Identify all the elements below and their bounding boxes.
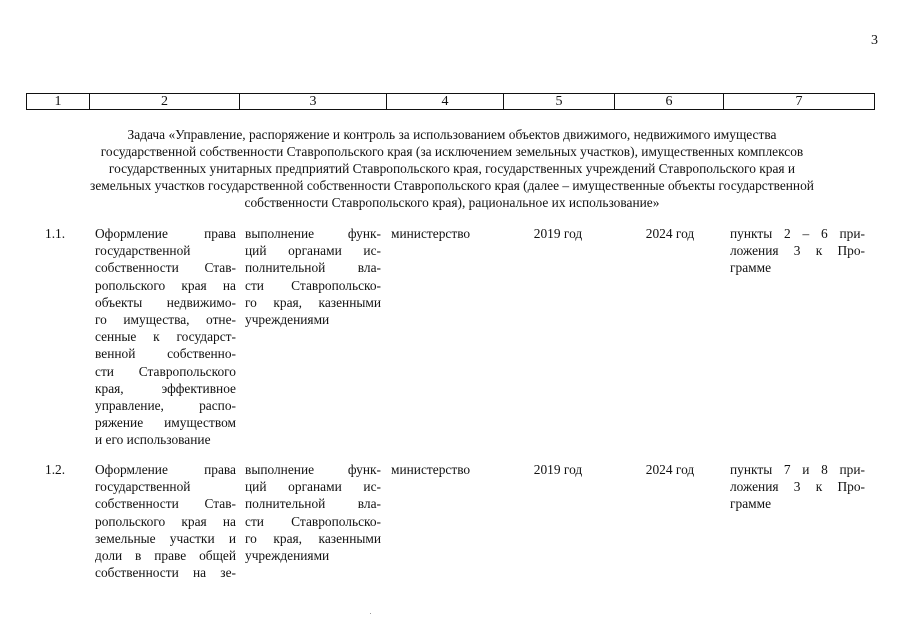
executor-line: выполнение функ- (245, 462, 381, 477)
executor-line: учреждениями (245, 548, 330, 564)
activity-name-line: сти Ставропольского (95, 363, 236, 379)
row-number: 1.2. (45, 462, 66, 477)
responsible-ministry: министерство (391, 462, 471, 477)
start-year: 2019 год (533, 462, 583, 477)
activity-name-line: собственности Став- (95, 260, 236, 276)
task-heading-line: Задача «Управление, распоряжение и контроль за использованием объектов движимого, недвижимого имущества (127, 127, 777, 142)
task-heading-line: земельных участков государственной собственности Ставропольского края (далее – имущественные объекты государственной (90, 178, 814, 193)
activity-name-line: управление, распо- (95, 398, 236, 414)
activity-name (95, 225, 236, 449)
activity-name-line: государственной (95, 479, 191, 495)
end-year: 2024 год (645, 226, 695, 241)
program-reference (730, 225, 865, 277)
executor-line: выполнение функ- (245, 226, 381, 241)
program-reference-line: ложения 3 к Про- (730, 479, 865, 495)
activity-name-line: ропольского края на (95, 277, 236, 293)
column-number-3: 3 (240, 94, 387, 110)
program-reference-line: пункты 7 и 8 при- (730, 462, 865, 477)
page-number: 3 (871, 33, 878, 48)
activity-name-line: объекты недвижимо- (95, 294, 236, 310)
end-year: 2024 год (645, 462, 695, 477)
activity-name-line: государственной (95, 243, 191, 259)
activity-name-line: венной собственно- (95, 346, 236, 362)
activity-name-line: го имущества, отне- (95, 312, 236, 328)
activity-name-line: Оформление права (95, 226, 236, 241)
task-heading-line: государственных унитарных предприятий Ставропольского края, государственных учреждений Ставропольского края и (108, 161, 796, 176)
executor-line: сти Ставропольско- (245, 513, 381, 529)
task-heading (30, 126, 874, 211)
executor (245, 461, 381, 564)
activity-name-line: ропольского края на (95, 513, 236, 529)
row-number: 1.1. (45, 226, 66, 241)
column-number-2: 2 (90, 94, 240, 110)
executor-line: учреждениями (245, 312, 330, 328)
program-reference-line: ложения 3 к Про- (730, 243, 865, 259)
executor (245, 225, 381, 328)
executor-line: го края, казенными (245, 294, 381, 310)
column-number-4: 4 (387, 94, 504, 110)
activity-name-line: и его использование (95, 432, 211, 448)
column-number-1: 1 (27, 94, 90, 110)
program-reference-line: грамме (730, 496, 772, 512)
program-reference-line: пункты 2 – 6 при- (730, 226, 865, 241)
executor-line: го края, казенными (245, 530, 381, 546)
start-year: 2019 год (533, 226, 583, 241)
activity-name-line: Оформление права (95, 462, 236, 477)
activity-name-line: сенные к государст- (95, 329, 236, 345)
task-heading-line: собственности Ставропольского края), рациональное их использование» (244, 195, 660, 210)
activity-name-line: доли в праве общей (95, 548, 236, 564)
executor-line: ций органами ис- (245, 479, 381, 495)
activity-name-line: собственности Став- (95, 496, 236, 512)
task-heading-line: государственной собственности Ставропольского края (за исключением земельных участков), имущественных комплексов (100, 144, 804, 159)
activity-name (95, 461, 236, 581)
executor-line: сти Ставропольско- (245, 277, 381, 293)
activity-name-line: собственности на зе- (95, 565, 236, 581)
executor-line: полнительной вла- (245, 260, 381, 276)
executor-line: полнительной вла- (245, 496, 381, 512)
column-number-5: 5 (504, 94, 615, 110)
responsible-ministry: министерство (391, 226, 471, 241)
column-number-7: 7 (724, 94, 875, 110)
column-number-header (26, 93, 875, 110)
scan-speck (370, 613, 371, 614)
activity-name-line: края, эффективное (95, 380, 236, 396)
program-reference-line: грамме (730, 260, 772, 276)
activity-name-line: ряжение имуществом (95, 415, 236, 431)
column-number-6: 6 (615, 94, 724, 110)
executor-line: ций органами ис- (245, 243, 381, 259)
activity-name-line: земельные участки и (95, 530, 236, 546)
program-reference (730, 461, 865, 513)
